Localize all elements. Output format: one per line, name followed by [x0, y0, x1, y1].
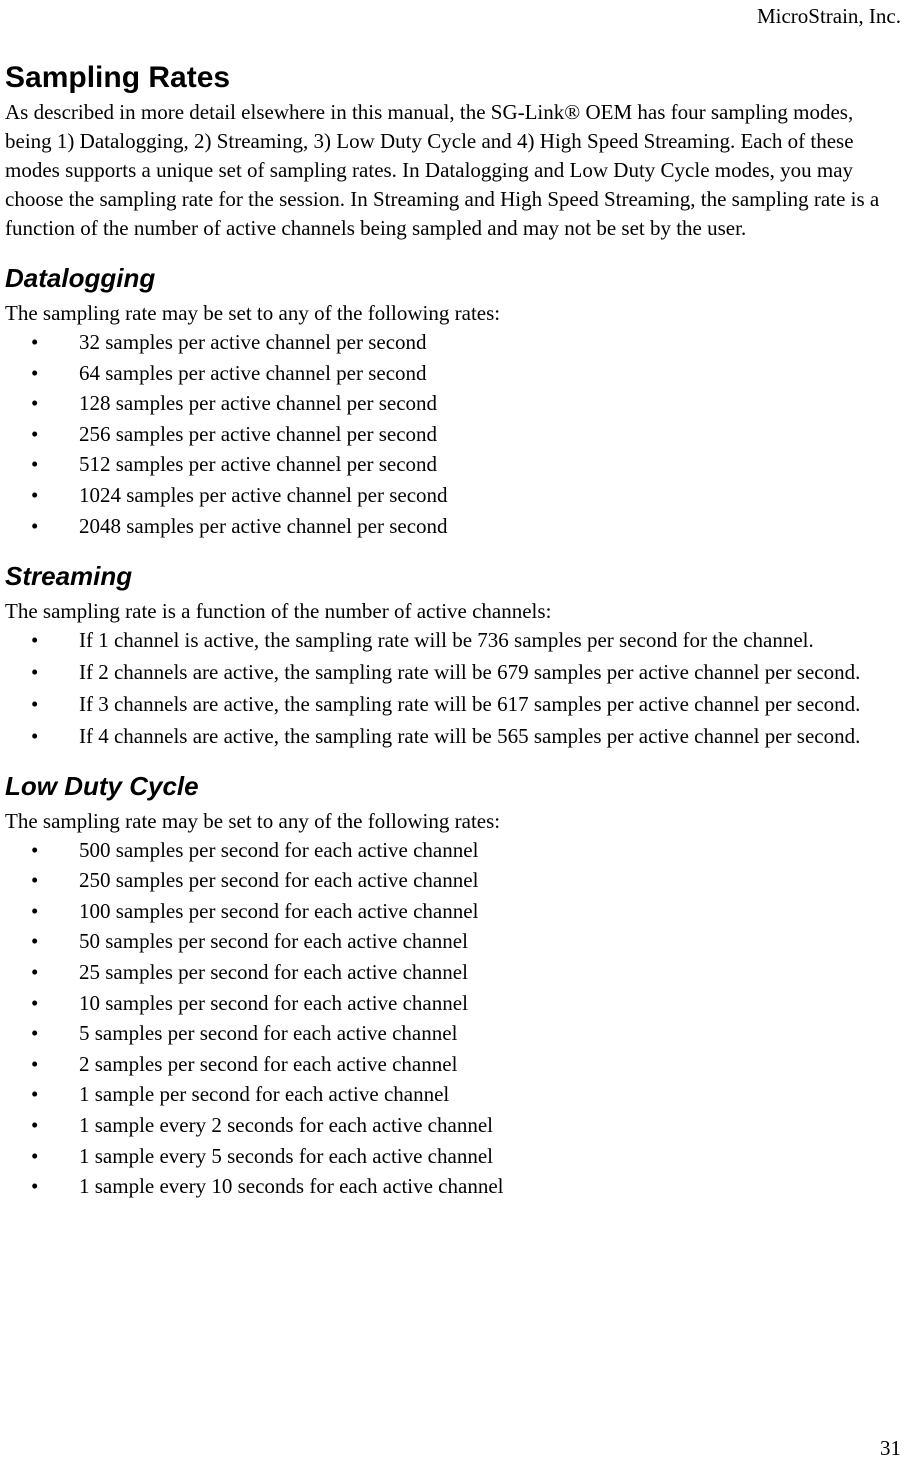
datalogging-rate-list — [5, 328, 895, 541]
list-item-text: 1 sample per second for each active channel — [79, 1082, 450, 1107]
page-number: 31 — [880, 1436, 901, 1460]
section-title-sampling-rates: Sampling Rates — [5, 61, 231, 94]
streaming-intro: The sampling rate is a function of the number of active channels: — [5, 598, 552, 623]
list-item — [5, 690, 895, 719]
list-item — [5, 1172, 895, 1201]
list-item-text: 1 sample every 10 seconds for each active channel — [79, 1174, 504, 1199]
bullet-icon: • — [31, 421, 39, 446]
list-item-text: 512 samples per active channel per second — [79, 452, 438, 477]
list-item — [5, 389, 895, 418]
bullet-icon: • — [31, 990, 39, 1015]
bullet-icon: • — [31, 360, 39, 385]
subsection-title-low-duty-cycle: Low Duty Cycle — [5, 770, 199, 801]
list-item — [5, 836, 895, 865]
list-item — [5, 1050, 895, 1079]
bullet-icon: • — [31, 659, 39, 684]
list-item-text: If 2 channels are active, the sampling rate will be 679 samples per active channel per second. — [79, 659, 861, 684]
bullet-icon: • — [31, 330, 39, 354]
list-item — [5, 958, 895, 987]
list-item-text: 1 sample every 2 seconds for each active channel — [79, 1112, 493, 1137]
list-item — [5, 1111, 895, 1140]
list-item — [5, 1080, 895, 1109]
bullet-icon: • — [31, 837, 39, 862]
list-item — [5, 1019, 895, 1048]
streaming-rate-list — [5, 626, 895, 751]
bullet-icon: • — [31, 723, 39, 748]
list-item-text: 10 samples per second for each active channel — [79, 990, 468, 1015]
bullet-icon: • — [31, 691, 39, 716]
list-item-text: 32 samples per active channel per second — [79, 330, 427, 354]
bullet-icon: • — [31, 898, 39, 923]
bullet-icon: • — [31, 452, 39, 477]
bullet-icon: • — [31, 1082, 39, 1107]
list-item-text: 2 samples per second for each active channel — [79, 1051, 458, 1076]
list-item — [5, 420, 895, 449]
list-item-text: 1 sample every 5 seconds for each active channel — [79, 1143, 493, 1168]
list-item-text: 5 samples per second for each active channel — [79, 1021, 458, 1046]
list-item — [5, 450, 895, 479]
list-item-text: 25 samples per second for each active channel — [79, 959, 468, 984]
list-item — [5, 481, 895, 510]
page-header-company: MicroStrain, Inc. — [756, 4, 901, 28]
bullet-icon: • — [31, 868, 39, 893]
list-item-text: 128 samples per active channel per second — [79, 391, 438, 416]
bullet-icon: • — [31, 1112, 39, 1137]
datalogging-intro: The sampling rate may be set to any of the following rates: — [5, 301, 501, 325]
list-item-text: 250 samples per second for each active channel — [79, 868, 479, 893]
bullet-icon: • — [31, 1143, 39, 1168]
list-item — [5, 1142, 895, 1171]
list-item-text: 50 samples per second for each active channel — [79, 929, 468, 954]
bullet-icon: • — [31, 627, 39, 652]
low-duty-cycle-rate-list — [5, 836, 895, 1202]
page-content — [5, 60, 895, 1203]
list-item — [5, 927, 895, 956]
list-item — [5, 512, 895, 541]
list-item-text: 256 samples per active channel per second — [79, 421, 438, 446]
list-item — [5, 626, 895, 655]
subsection-title-streaming: Streaming — [5, 560, 133, 591]
list-item — [5, 897, 895, 926]
list-item — [5, 989, 895, 1018]
bullet-icon: • — [31, 482, 39, 507]
sampling-rates-intro: As described in more detail elsewhere in this manual, the SG-Link® OEM has four sampling modes, being 1) Datalogging, 2) Streaming, 3) Low Duty Cycle and 4) High Speed Streaming. Each of these modes supports a unique set of sampling rates. In Datalogging and Low Duty Cycle modes, you may choose the sampling rate for the session. In Streaming and High Speed Streaming, the sampling rate is a function of the number of active channels being sampled and may not be set by the user. — [5, 100, 880, 240]
list-item-text: 2048 samples per active channel per second — [79, 513, 448, 538]
bullet-icon: • — [31, 1021, 39, 1046]
bullet-icon: • — [31, 1051, 39, 1076]
bullet-icon: • — [31, 959, 39, 984]
list-item-text: If 3 channels are active, the sampling rate will be 617 samples per active channel per second. — [79, 691, 861, 716]
list-item — [5, 866, 895, 895]
bullet-icon: • — [31, 929, 39, 954]
list-item — [5, 722, 895, 751]
low-duty-cycle-intro: The sampling rate may be set to any of the following rates: — [5, 808, 501, 833]
bullet-icon: • — [31, 391, 39, 416]
list-item-text: If 1 channel is active, the sampling rate will be 736 samples per second for the channel. — [79, 627, 814, 652]
subsection-title-datalogging: Datalogging — [5, 263, 156, 293]
list-item — [5, 328, 895, 357]
list-item-text: 500 samples per second for each active channel — [79, 837, 479, 862]
list-item — [5, 658, 895, 687]
bullet-icon: • — [31, 1174, 39, 1199]
list-item-text: 64 samples per active channel per second — [79, 360, 427, 385]
list-item-text: If 4 channels are active, the sampling rate will be 565 samples per active channel per second. — [79, 723, 861, 748]
bullet-icon: • — [31, 513, 39, 538]
list-item-text: 1024 samples per active channel per second — [79, 482, 448, 507]
list-item-text: 100 samples per second for each active channel — [79, 898, 479, 923]
list-item — [5, 359, 895, 388]
